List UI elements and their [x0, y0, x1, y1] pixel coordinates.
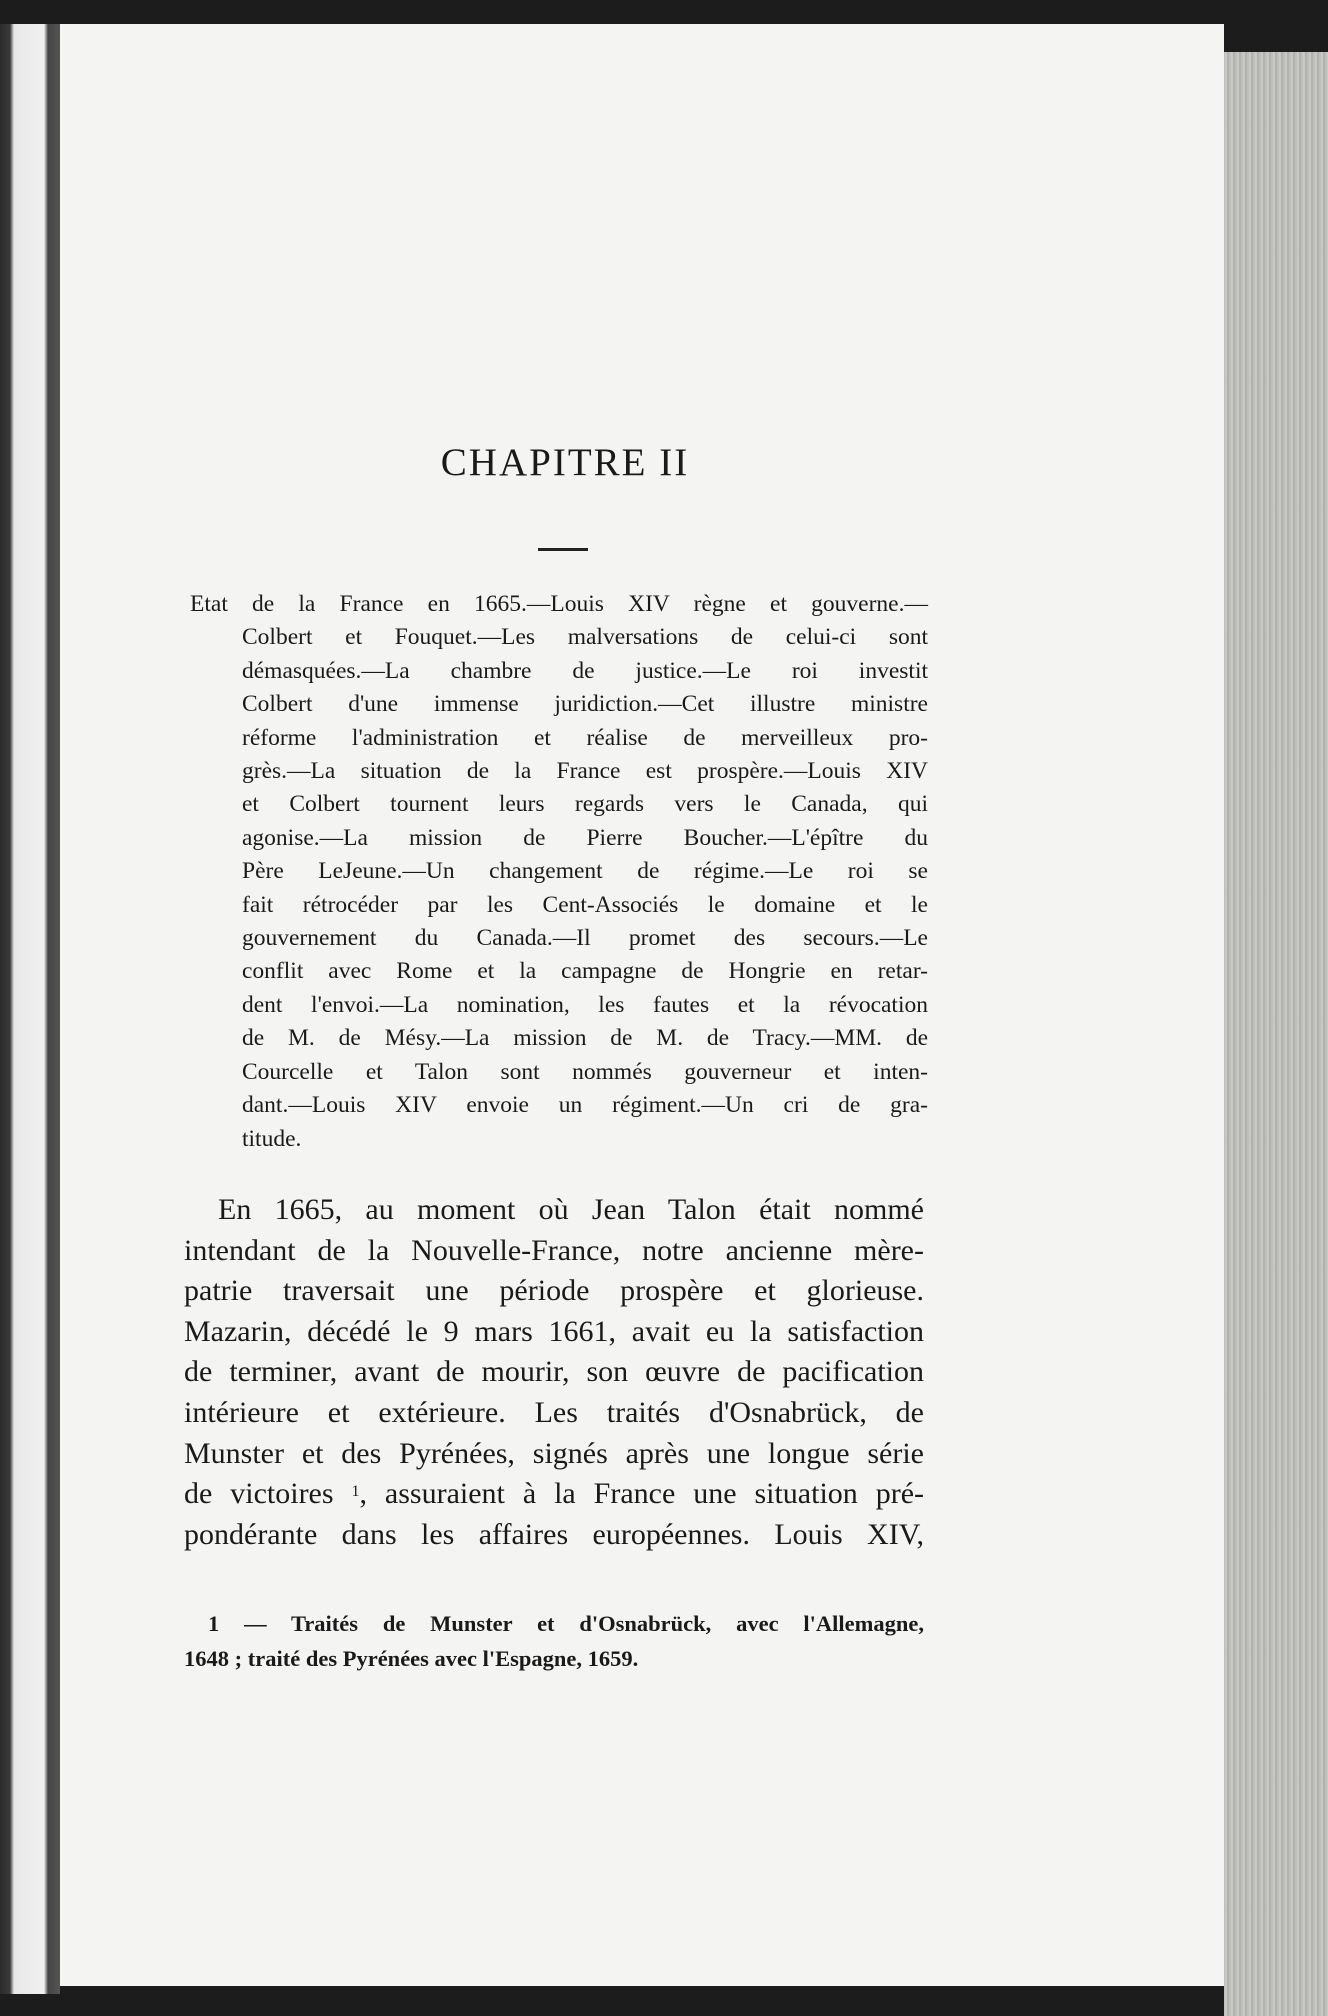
summary-line: et Colbert tournent leurs regards vers le Canada, qui	[242, 791, 928, 818]
body-line-end: , assuraient à la France une situation pré-	[359, 1477, 925, 1511]
summary-line: gouvernement du Canada.—Il promet des secours.—Le	[242, 925, 928, 952]
summary-line: grès.—La situation de la France est prospère.—Louis XIV	[242, 758, 928, 785]
body-line: de terminer, avant de mourir, son œuvre de pacification	[184, 1355, 924, 1389]
summary-line: démasquées.—La chambre de justice.—Le roi investit	[242, 657, 928, 684]
footnote-line: 1648 ; traité des Pyrénées avec l'Espagne, 1659.	[184, 1646, 639, 1671]
summary-line: titude.	[242, 1125, 302, 1152]
footnote	[184, 1606, 924, 1676]
body-paragraph	[184, 1190, 924, 1555]
body-line: intérieure et extérieure. Les traités d'Osnabrück, de	[184, 1395, 924, 1429]
body-line: Munster et des Pyrénées, signés après une longue série	[184, 1436, 924, 1470]
footnote-line: 1 — Traités de Munster et d'Osnabrück, avec l'Allemagne,	[208, 1611, 924, 1636]
summary-line: Colbert d'une immense juridiction.—Cet illustre ministre	[242, 691, 928, 718]
page-stack-edge	[1224, 52, 1328, 2016]
summary-line: réforme l'administration et réalise de merveilleux pro-	[242, 724, 928, 751]
summary-line: fait rétrocéder par les Cent-Associés le domaine et le	[242, 891, 928, 918]
summary-line: dent l'envoi.—La nomination, les fautes et la révocation	[242, 991, 928, 1018]
summary-line: Courcelle et Talon sont nommés gouverneur et inten-	[242, 1058, 928, 1085]
summary-line: Père LeJeune.—Un changement de régime.—Le roi se	[242, 858, 928, 885]
facing-page-edge	[0, 24, 60, 1994]
chapter-title: CHAPITRE II	[440, 441, 690, 484]
footnote-reference: 1	[351, 1483, 360, 1501]
body-line-start: de victoires	[184, 1477, 334, 1511]
body-line: intendant de la Nouvelle-France, notre ancienne mère-	[184, 1233, 924, 1267]
summary-line: Colbert et Fouquet.—Les malversations de celui-ci sont	[242, 624, 928, 651]
body-line-with-footnote	[184, 1474, 924, 1515]
body-line: pondérante dans les affaires européennes. Louis XIV,	[184, 1517, 924, 1551]
summary-line: agonise.—La mission de Pierre Boucher.—L'épître du	[242, 824, 928, 851]
body-line: patrie traversait une période prospère et glorieuse.	[184, 1274, 924, 1308]
summary-line: dant.—Louis XIV envoie un régiment.—Un cri de gra-	[242, 1092, 928, 1119]
summary-line: de M. de Mésy.—La mission de M. de Tracy.—MM. de	[242, 1025, 928, 1052]
body-line: Mazarin, décédé le 9 mars 1661, avait eu la satisfaction	[184, 1314, 924, 1348]
summary-line: Etat de la France en 1665.—Louis XIV règne et gouverne.—	[190, 591, 928, 617]
summary-line: conflit avec Rome et la campagne de Hongrie en retar-	[242, 958, 928, 985]
body-line: En 1665, au moment où Jean Talon était nommé	[218, 1193, 924, 1226]
chapter-summary	[190, 588, 928, 1156]
title-rule	[538, 548, 588, 551]
